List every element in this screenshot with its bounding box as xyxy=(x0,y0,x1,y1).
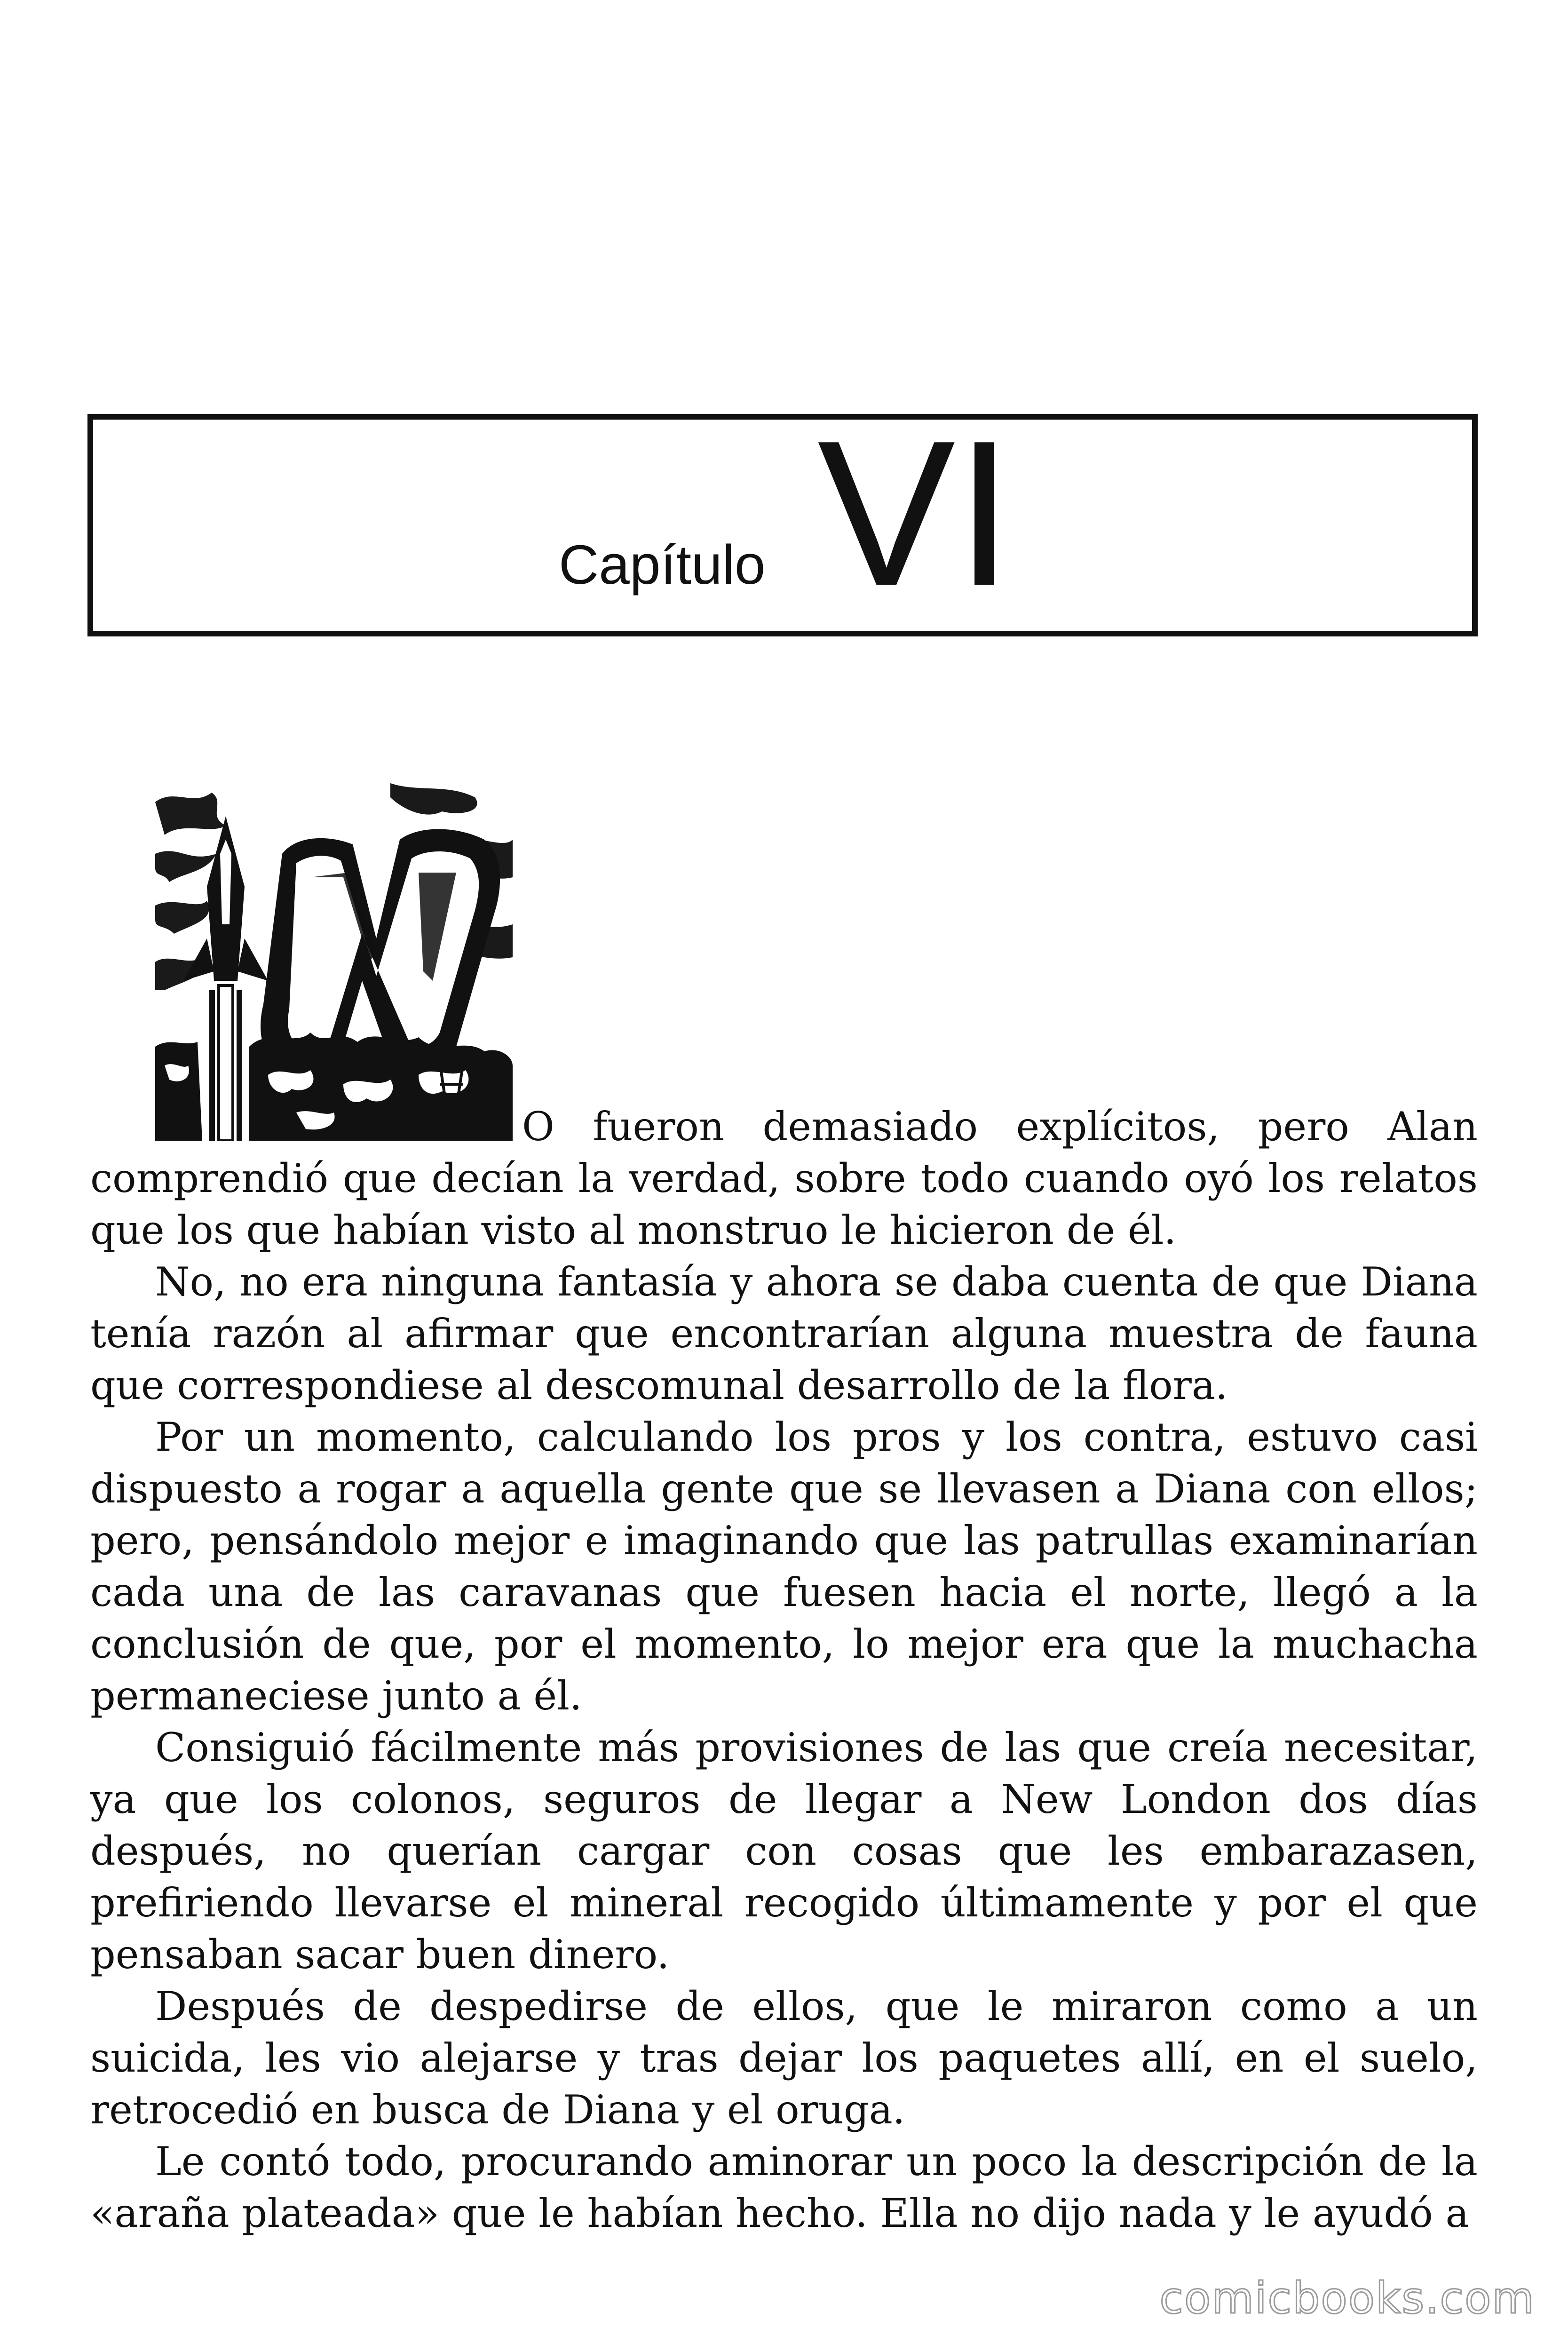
rocket-forest-illustration-icon xyxy=(155,783,513,1141)
chapter-number: VI xyxy=(817,398,1013,629)
chapter-label: Capítulo xyxy=(559,534,766,596)
paragraph: No, no era ninguna fantasía y ahora se daba cuenta de que Diana tenía razón al afirmar que encontrarían alguna muestra de fauna que correspondiese al descomunal desarrollo de la flora. xyxy=(90,1259,1478,1408)
paragraph: Por un momento, calculando los pros y los contra, estuvo casi dispuesto a rogar a aquella gente que se llevasen a Diana con ellos; pero, pensándolo mejor e imaginando que las patrullas examinarían cada una de las caravanas que fuesen hacia el norte, llegó a la conclusión de que, por el momento, lo mejor era que la muchacha permaneciese junto a él. xyxy=(90,1414,1478,1719)
paragraph: O fueron demasiado explícitos, pero Alan comprendió que decían la verdad, sobre todo cuando oyó los relatos que los que habían visto al monstruo le hicieron de él. xyxy=(90,1104,1478,1253)
paragraph: Consiguió fácilmente más provisiones de las que creía necesitar, ya que los colonos, seguros de llegar a New London dos días después, no querían cargar con cosas que les embarazasen, prefiriendo llevarse el mineral recogido últimamente y por el que pensaban sacar buen dinero. xyxy=(90,1724,1478,1978)
paragraph: Después de despedirse de ellos, que le miraron como a un suicida, les vio alejarse y tras dejar los paquetes allí, en el suelo, retrocedió en busca de Diana y el oruga. xyxy=(90,1983,1478,2133)
site-watermark: comicbooks.com xyxy=(1159,2273,1535,2323)
drop-cap-n-illustration xyxy=(155,783,513,1141)
chapter-body xyxy=(90,1101,1478,2239)
paragraph: Le contó todo, procurando aminorar un poco la descripción de la «araña plateada» que le habían hecho. Ella no dijo nada y le ayudó a xyxy=(90,2138,1478,2236)
chapter-heading-box xyxy=(87,398,1478,636)
